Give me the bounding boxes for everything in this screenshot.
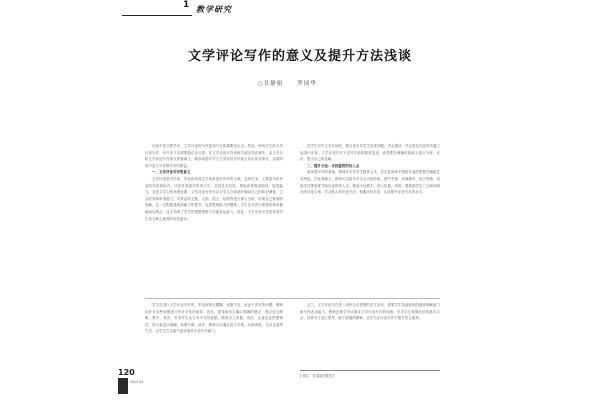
section-heading: 一、文学评论写作的意义 bbox=[152, 170, 191, 175]
margin-tab bbox=[118, 378, 128, 394]
section-heading: 二、提升方法：寻找鉴赏的切入点 bbox=[307, 163, 360, 168]
paragraph: 总之，文学评论写作是一项综合性很强的语文活动，需要学生具备较好的阅读理解能力和写作表达能力。教师在教学中应重视文学评论写作的训练，引导学生掌握评论的基本方法，培养学生独立思考、敢于质疑的精神，让学生在评论写作中提升语文素养。 bbox=[300, 303, 440, 321]
column-top-right bbox=[300, 143, 440, 296]
article-authors bbox=[258, 79, 317, 87]
paragraph: 学生在进行文学评论写作时，常出现观点模糊、论据不足、论证不充分等问题。教师应针对这些问题进行有针对性的指导。首先，要帮助学生确立明确的观点，观点应当鲜明、集中。其次，引导学生从文本中寻找论据，做到言之有据。再次，注意论证的逻辑性，使文章层次清晰、条理分明。此外，教师可以通过范文引路、片段训练、互评互改等方式，让学生在实践中逐步提升评论写作能力。 bbox=[145, 303, 283, 334]
paragraph: 在学生写作文学评论时，要注意引导学生发现问题，学会提问，学会抓住作品的关键之处进行评析。文学评论写作不是对作品的简单复述，而是要在理解的基础上进行分析、评价，提出自己的见解。 bbox=[300, 144, 440, 162]
author-1: ○甘静娟 bbox=[258, 81, 284, 87]
page-number: 120 bbox=[118, 368, 135, 377]
column-bottom-left bbox=[145, 302, 283, 372]
author-2: 罗国华 bbox=[297, 81, 317, 87]
header-section-title: 教学研究 bbox=[196, 4, 232, 14]
author-affiliation: [ 单位：甘肃省白银市 ] bbox=[300, 370, 440, 379]
column-bottom-right bbox=[300, 302, 440, 372]
column-top-left bbox=[145, 143, 283, 296]
article-title: 文学评论写作的意义及提升方法浅谈 bbox=[187, 49, 412, 64]
paragraph: 文学评论是对作家、作品和其他文学现象进行评价的文章。它的任务，主要是分析作品的内容和形式，评论作者创作的得与失，总结艺术经验，帮助读者提高阅读、鉴赏能力。从语文学习的角度来看，文学评论写作可以让学生在阅读时调动自己的知识储备、生活经验和审美能力，对作品的主题、人物、语言、结构等进行深入分析，形成自己独到的见解。这一过程既是阅读能力的提升，也是思维能力的锻炼。学生在写作中需要有理有据地表达观点，这又培养了学生的逻辑思维与书面表达能力。因此，文学评论写作是培养学生语文核心素养的有效途径。 bbox=[145, 176, 283, 221]
paragraph: 在高中语文教学中，文学评论的写作是读与写的重要结合点。然而，审视学生的文学评论写作，有许多不足需要我们去反思，在文学评论写作训练方面还存在缺失。本文在分析文学评论写作意义的基础上，就如何提升学生文学评论写作能力作出初步探讨，以期对高中语文写作教学有所裨益。 bbox=[145, 144, 283, 168]
issue-label: 2012.04 bbox=[130, 380, 144, 384]
paragraph: 阅读是写作的基础。教师应引导学生精读文本，在反复阅读中感悟作品的思想内涵和艺术特色。在此基础上，教师可以指导学生从人物形象、情节安排、环境描写、语言风格、表现手法等角度寻找评论的切入点，做到小处着手，深入挖掘。同时，要鼓励学生广泛阅读相关的评论文章，学习他人的评论方法，积累评论术语，从而提升评论写作的水平。 bbox=[300, 170, 440, 195]
header-page-marker: 1 bbox=[183, 0, 190, 10]
section-divider bbox=[145, 298, 440, 299]
header-rule bbox=[122, 4, 192, 16]
